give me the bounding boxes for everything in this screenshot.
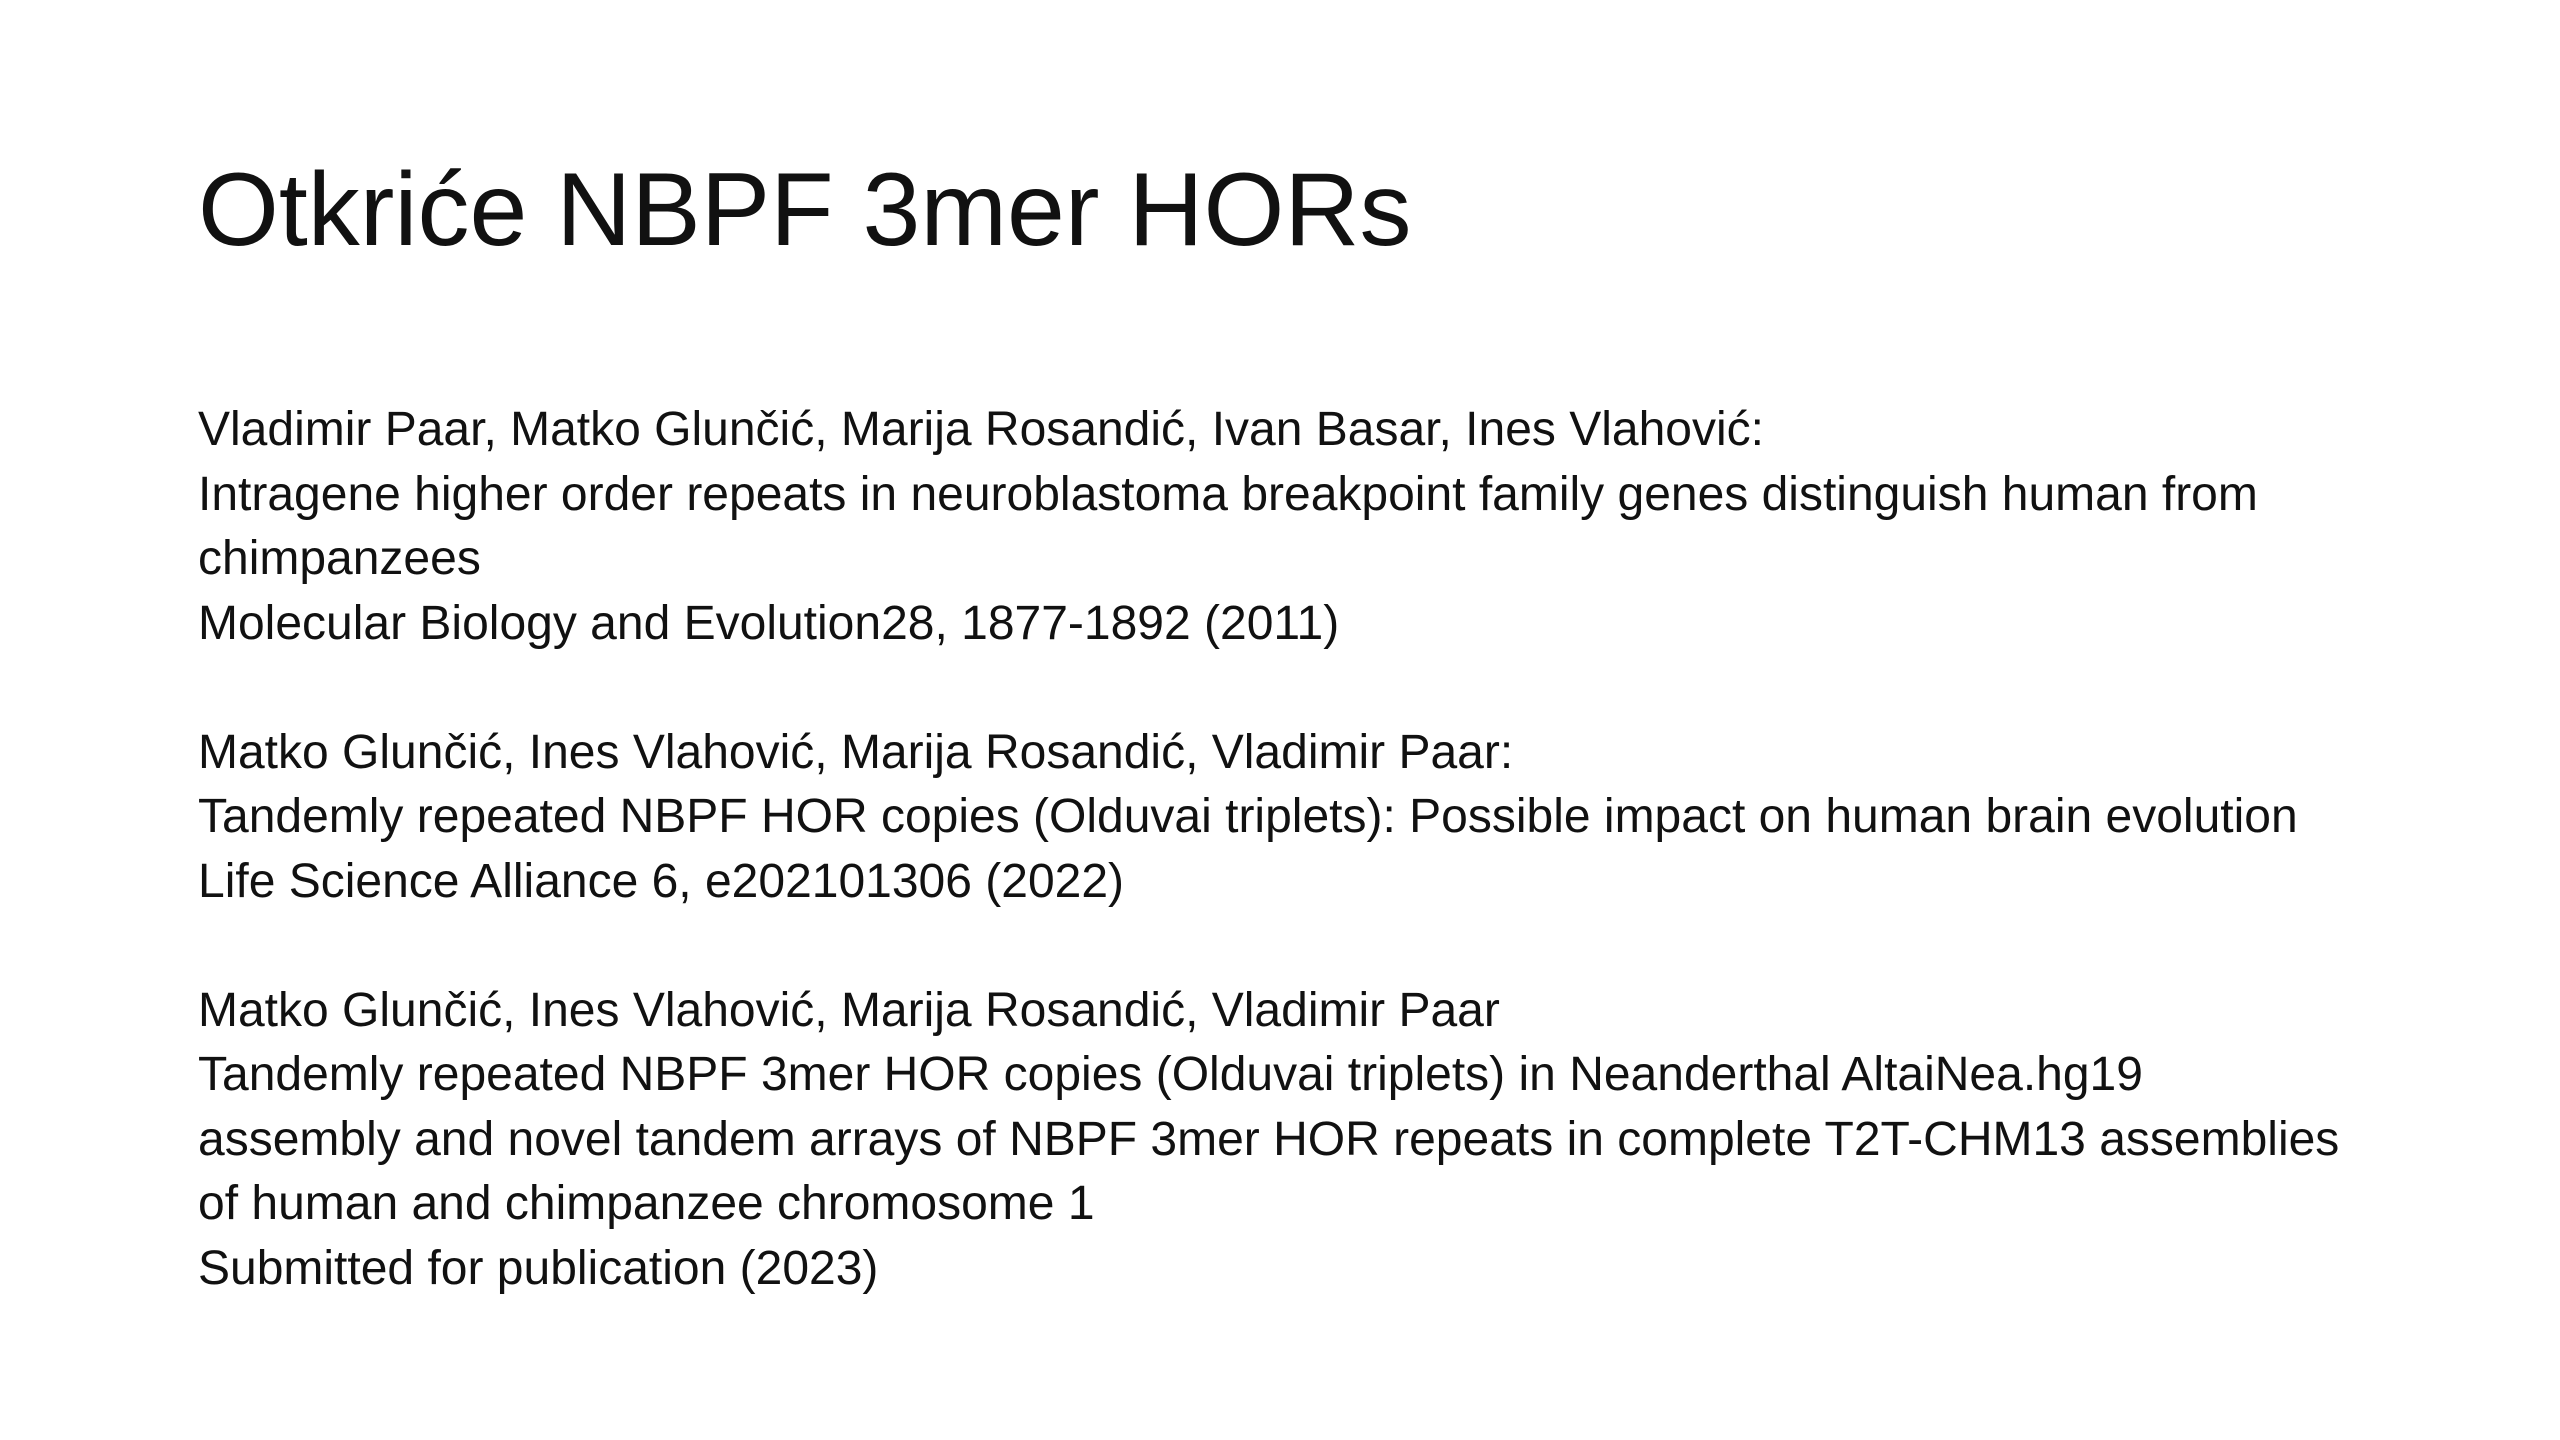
- reference-title: chimpanzees: [198, 532, 481, 585]
- slide-title: Otkriće NBPF 3mer HORs: [198, 152, 1412, 268]
- reference-item: [198, 979, 2378, 1302]
- reference-status: Submitted for publication (2023): [198, 1241, 879, 1295]
- reference-title: Tandemly repeated NBPF HOR copies (Olduvai triplets): Possible impact on human brain evolution: [198, 790, 2298, 843]
- reference-authors: Matko Glunčić, Ines Vlahović, Marija Rosandić, Vladimir Paar: [198, 983, 1500, 1037]
- reference-item: [198, 721, 2378, 915]
- reference-item: [198, 398, 2378, 656]
- reference-authors: Matko Glunčić, Ines Vlahović, Marija Rosandić, Vladimir Paar:: [198, 725, 1514, 779]
- references-list: [198, 398, 2378, 1366]
- reference-journal: Life Science Alliance 6, e202101306 (2022): [198, 854, 1125, 908]
- reference-authors: Vladimir Paar, Matko Glunčić, Marija Rosandić, Ivan Basar, Ines Vlahović:: [198, 403, 1764, 456]
- reference-journal: Molecular Biology and Evolution28, 1877-1892 (2011): [198, 596, 1340, 650]
- reference-title: of human and chimpanzee chromosome 1: [198, 1177, 1095, 1230]
- reference-title: assembly and novel tandem arrays of NBPF 3mer HOR repeats in complete T2T-CHM13 assemblies: [198, 1112, 2340, 1166]
- reference-title: Tandemly repeated NBPF 3mer HOR copies (Olduvai triplets) in Neanderthal AltaiNea.hg19: [198, 1048, 2143, 1101]
- reference-title: Intragene higher order repeats in neuroblastoma breakpoint family genes distinguish human from: [198, 467, 2258, 521]
